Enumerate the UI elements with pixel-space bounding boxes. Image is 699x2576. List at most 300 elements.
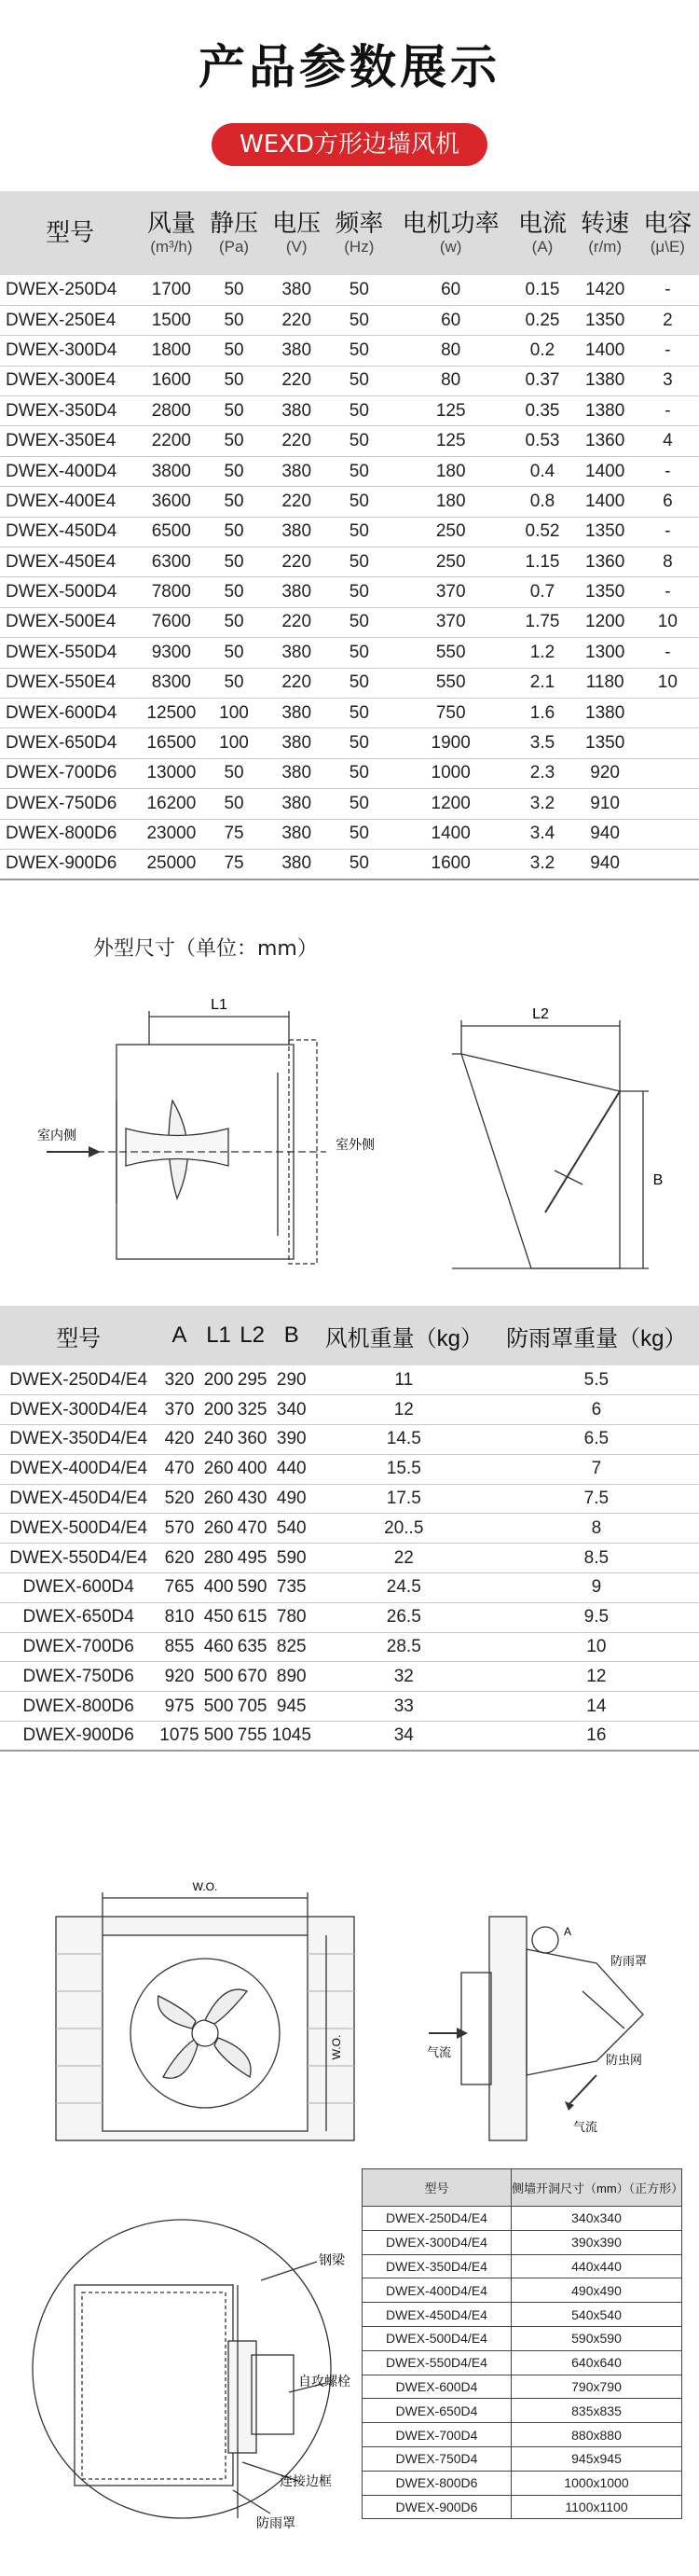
table-cell: 380 (281, 400, 312, 421)
table-cell: 9300 (151, 642, 191, 662)
table-cell: - (665, 279, 671, 299)
table-cell: - (665, 339, 671, 360)
table-cell: 1.75 (525, 612, 560, 632)
table-cell: 325 (237, 1399, 267, 1420)
table-cell: 9 (591, 1577, 602, 1598)
table-cell: 8 (663, 551, 673, 572)
model-cell: DWEX-700D6 (22, 1637, 134, 1657)
table-cell: 945 (276, 1696, 307, 1716)
series-badge: WEXD方形边墙风机 (212, 123, 487, 166)
table-cell: 640x640 (512, 2350, 682, 2375)
table-cell: 5.5 (583, 1369, 610, 1390)
side-wall (489, 1917, 527, 2140)
table-row (0, 336, 699, 366)
model-cell: DWEX-250D4/E4 (9, 1369, 148, 1390)
table-cell: 520 (164, 1489, 195, 1509)
table-cell: 380 (281, 824, 312, 844)
spec-table-body (0, 275, 699, 879)
table-cell: 1400 (585, 339, 625, 360)
table-cell: 50 (349, 370, 369, 391)
table-cell: 295 (237, 1369, 267, 1390)
column-header-unit: (μ\E) (650, 238, 685, 256)
table-cell: 380 (281, 733, 312, 754)
table-cell: 450 (203, 1607, 234, 1627)
table-cell: 790x790 (512, 2375, 682, 2399)
table-cell: 75 (224, 853, 244, 874)
table-cell: 495 (237, 1547, 267, 1568)
model-cell: DWEX-250D4/E4 (363, 2207, 512, 2231)
table-cell: 50 (224, 431, 244, 451)
table-cell: 50 (349, 339, 369, 360)
table-row (0, 789, 699, 819)
table-cell: 320 (164, 1369, 195, 1390)
table-cell: 1360 (585, 551, 625, 572)
model-cell: DWEX-450D4 (6, 521, 117, 542)
model-cell: DWEX-450E4 (6, 551, 116, 572)
column-header-unit: (r/m) (588, 238, 623, 256)
table-cell: 50 (349, 672, 369, 693)
table-row (0, 1544, 699, 1573)
table-row (0, 819, 699, 849)
table-cell: - (665, 582, 671, 602)
table-cell: 50 (349, 582, 369, 602)
table-cell: 3800 (151, 461, 191, 481)
table-cell: 590 (237, 1577, 267, 1598)
column-header-label: 电压 (272, 209, 322, 238)
table-cell: 1350 (585, 521, 625, 542)
table-cell: 1900 (431, 733, 471, 754)
column-header-unit: (V) (285, 238, 308, 256)
model-cell: DWEX-650D4 (22, 1607, 134, 1627)
table-row (363, 2254, 682, 2278)
column-header: 防雨罩重量（kg） (506, 1325, 687, 1351)
table-row (363, 2303, 682, 2327)
table-row (0, 698, 699, 727)
steel-beam-label: 钢梁 (319, 2252, 345, 2267)
table-cell: 16500 (146, 733, 197, 754)
table-cell: 6 (591, 1399, 602, 1420)
column-header (511, 191, 573, 275)
table-cell: 3600 (151, 491, 191, 511)
column-header (140, 191, 202, 275)
table-cell: 1.15 (525, 551, 560, 572)
table-cell: 80 (441, 339, 461, 360)
connecting-frame-label: 连接边框 (280, 2473, 332, 2488)
table-cell: 500 (203, 1666, 234, 1686)
table-cell: 50 (349, 551, 369, 572)
table-row (0, 426, 699, 456)
tapping-bolt-label: 自攻螺栓 (298, 2374, 350, 2389)
table-cell: 370 (435, 582, 466, 602)
table-cell: 13000 (146, 763, 197, 783)
model-cell: DWEX-300D4/E4 (363, 2230, 512, 2254)
table-cell: 50 (349, 400, 369, 421)
table-cell: 3 (663, 370, 673, 391)
table-cell: - (665, 400, 671, 421)
column-header: 风机重量（kg） (324, 1325, 483, 1351)
table-cell: 10 (657, 612, 678, 632)
table-cell: 50 (224, 672, 244, 693)
table-cell: 765 (164, 1577, 195, 1598)
l1-label: L1 (211, 997, 227, 1013)
table-cell: 50 (224, 400, 244, 421)
table-row (0, 728, 699, 758)
model-cell: DWEX-700D6 (6, 763, 117, 783)
column-header: L2 (240, 1323, 265, 1348)
table-cell: 50 (349, 491, 369, 511)
table-cell: 50 (224, 793, 244, 813)
column-header: 侧墙开洞尺寸（mm）（正方形） (512, 2169, 682, 2207)
model-cell: DWEX-900D6 (363, 2495, 512, 2519)
table-cell: 50 (224, 370, 244, 391)
table-row (0, 487, 699, 517)
model-cell: DWEX-750D4 (363, 2446, 512, 2471)
model-cell: DWEX-350D4/E4 (363, 2254, 512, 2278)
indoor-label: 室内侧 (37, 1128, 76, 1143)
model-cell: DWEX-600D4 (6, 702, 117, 723)
table-cell: 50 (349, 279, 369, 299)
model-cell: DWEX-300D4/E4 (9, 1399, 148, 1420)
table-cell: - (665, 642, 671, 662)
model-cell: DWEX-650D4 (6, 733, 117, 754)
spec-table-header (0, 191, 699, 275)
table-row (0, 1425, 699, 1455)
table-cell: 1350 (585, 310, 625, 330)
model-cell: DWEX-350D4/E4 (9, 1429, 148, 1449)
table-cell: 50 (349, 824, 369, 844)
table-cell: 2800 (151, 400, 191, 421)
column-header: A (171, 1323, 187, 1348)
table-cell: 440 (276, 1459, 307, 1479)
column-header (0, 191, 140, 275)
table-row (363, 2375, 682, 2399)
table-cell: 1700 (151, 279, 191, 299)
table-cell: 1500 (151, 310, 191, 330)
table-row (0, 1573, 699, 1603)
table-cell: 1400 (585, 491, 625, 511)
column-header-label: 风量 (146, 209, 196, 238)
table-cell: 11 (394, 1369, 414, 1390)
wo-top-label: W.O. (192, 1880, 218, 1893)
table-cell: 0.8 (529, 491, 555, 511)
table-cell: 32 (393, 1666, 414, 1686)
table-cell: 100 (219, 702, 249, 723)
bracket (252, 2355, 294, 2434)
model-cell: DWEX-400D4/E4 (9, 1459, 148, 1479)
table-row (363, 2207, 682, 2231)
wo-side-label: W.O. (330, 2034, 343, 2060)
table-cell: 250 (435, 551, 466, 572)
table-cell: 10 (586, 1637, 607, 1657)
column-header: 型号 (363, 2169, 512, 2207)
table-cell: 1075 (159, 1725, 199, 1746)
table-cell: 3.2 (529, 793, 555, 813)
opening-table-body (363, 2207, 682, 2519)
table-cell: 180 (435, 461, 466, 481)
table-row (363, 2446, 682, 2471)
model-cell: DWEX-800D6 (22, 1696, 134, 1716)
model-cell: DWEX-550D4/E4 (9, 1547, 148, 1568)
table-row (0, 1484, 699, 1514)
table-cell: 1420 (585, 279, 625, 299)
model-cell: DWEX-450D4/E4 (9, 1489, 148, 1509)
table-row (363, 2399, 682, 2423)
model-cell: DWEX-750D6 (22, 1666, 134, 1686)
table-cell: 12 (586, 1666, 607, 1686)
table-row (0, 1692, 699, 1722)
table-cell: 16 (586, 1725, 607, 1746)
table-cell: 24.5 (386, 1577, 421, 1598)
table-cell: 220 (281, 491, 312, 511)
table-cell: 825 (276, 1637, 307, 1657)
column-header (637, 191, 699, 275)
table-cell: 940 (590, 824, 620, 844)
table-cell: 380 (281, 279, 312, 299)
table-row (363, 2350, 682, 2375)
table-cell: 380 (281, 521, 312, 542)
model-cell: DWEX-500D4 (6, 582, 117, 602)
table-cell: 50 (224, 551, 244, 572)
column-header-label: 转速 (581, 209, 630, 238)
column-header-unit: (Hz) (344, 238, 375, 256)
table-cell: 2200 (151, 431, 191, 451)
table-cell: 2 (663, 310, 673, 330)
table-cell: 540x540 (512, 2303, 682, 2327)
table-cell: 780 (276, 1607, 307, 1627)
table-cell: 200 (203, 1369, 234, 1390)
model-cell: DWEX-600D4 (22, 1577, 134, 1598)
table-cell: 1200 (585, 612, 625, 632)
model-cell: DWEX-800D6 (363, 2471, 512, 2495)
opening-outline (103, 1935, 308, 2131)
table-cell: 50 (349, 431, 369, 451)
model-cell: DWEX-300D4 (6, 339, 117, 360)
table-cell: 180 (435, 491, 466, 511)
table-cell: 50 (349, 521, 369, 542)
table-cell: 50 (224, 612, 244, 632)
table-row (0, 638, 699, 668)
model-cell: DWEX-650D4 (363, 2399, 512, 2423)
table-cell: 570 (164, 1517, 195, 1538)
table-row (0, 547, 699, 577)
model-cell: DWEX-250E4 (6, 310, 116, 330)
dimension-table (0, 1306, 699, 1752)
dimensions-label: 外型尺寸（单位：mm） (93, 937, 318, 961)
table-row (363, 2423, 682, 2447)
table-cell: 50 (349, 733, 369, 754)
model-cell: DWEX-800D6 (6, 824, 117, 844)
model-cell: DWEX-400D4 (6, 461, 117, 481)
table-cell (637, 849, 699, 879)
table-cell: 620 (164, 1547, 195, 1568)
table-cell: 380 (281, 642, 312, 662)
table-cell: 6.5 (583, 1429, 610, 1449)
table-cell: 1200 (431, 793, 471, 813)
column-header (328, 191, 391, 275)
table-cell: 220 (281, 370, 312, 391)
table-cell: 340 (276, 1399, 307, 1420)
table-cell: 1380 (585, 370, 625, 391)
model-cell: DWEX-550D4 (6, 642, 117, 662)
table-cell: 1350 (585, 582, 625, 602)
table-cell: 910 (590, 793, 620, 813)
table-row (0, 1632, 699, 1662)
table-cell: 4 (663, 431, 673, 451)
model-cell: DWEX-900D6 (6, 853, 117, 874)
table-cell: 1800 (151, 339, 191, 360)
table-cell: 6300 (151, 551, 191, 572)
table-cell: 50 (224, 461, 244, 481)
table-cell: 1180 (585, 672, 624, 693)
table-cell: 1.2 (529, 642, 555, 662)
table-row (0, 758, 699, 788)
table-cell: 0.35 (525, 400, 560, 421)
airflow-out-label: 气流 (573, 2120, 598, 2134)
column-header-label: 电机功率 (402, 209, 500, 238)
table-cell: 50 (349, 642, 369, 662)
rain-cover-detail-label: 防雨罩 (256, 2515, 295, 2530)
table-row (0, 517, 699, 547)
rain-cover-label: 防雨罩 (610, 1954, 648, 1968)
table-cell (637, 789, 699, 819)
table-cell: 25000 (146, 853, 197, 874)
column-header-unit: (A) (531, 238, 554, 256)
panel-outline (75, 2285, 233, 2486)
opening-table-header (363, 2169, 682, 2207)
table-cell: 550 (435, 642, 466, 662)
table-cell: 7.5 (583, 1489, 610, 1509)
b-label: B (652, 1172, 664, 1188)
table-cell: 890 (276, 1666, 307, 1686)
model-cell: DWEX-500E4 (6, 612, 116, 632)
insect-net-label: 防虫网 (606, 2053, 643, 2067)
table-cell: 280 (203, 1547, 234, 1568)
table-cell: 50 (349, 793, 369, 813)
table-cell: 1380 (585, 702, 625, 723)
table-row (0, 396, 699, 426)
outdoor-label: 室外侧 (336, 1137, 375, 1152)
table-row (0, 668, 699, 698)
table-cell: 260 (203, 1459, 234, 1479)
column-header-label: 频率 (335, 209, 384, 238)
table-cell: 20..5 (384, 1517, 424, 1538)
table-cell: 380 (281, 461, 312, 481)
table-cell: 975 (164, 1696, 195, 1716)
table-cell: - (665, 461, 671, 481)
table-cell: 635 (237, 1637, 267, 1657)
table-cell: 240 (203, 1429, 234, 1449)
rain-cover-outline (461, 1054, 620, 1268)
table-cell: 370 (164, 1399, 195, 1420)
installation-front-diagram (37, 1861, 680, 2159)
table-cell: 380 (281, 582, 312, 602)
table-cell: 1400 (431, 824, 471, 844)
model-cell: DWEX-550E4 (6, 672, 116, 693)
table-cell: 615 (237, 1607, 267, 1627)
table-cell: 0.4 (529, 461, 555, 481)
table-row (363, 2278, 682, 2303)
table-cell: 500 (203, 1696, 234, 1716)
table-cell: 0.15 (525, 279, 560, 299)
table-cell: 920 (164, 1666, 195, 1686)
table-cell: 920 (590, 763, 620, 783)
table-cell: 380 (281, 793, 312, 813)
table-row (0, 1602, 699, 1632)
table-cell: 940 (590, 853, 620, 874)
table-cell: 880x880 (512, 2423, 682, 2447)
table-cell: 1.6 (529, 702, 555, 723)
table-cell: 550 (435, 672, 466, 693)
table-cell: 80 (441, 370, 461, 391)
table-cell: 7 (591, 1459, 602, 1479)
table-cell: 1600 (151, 370, 191, 391)
table-cell: 17.5 (386, 1489, 421, 1509)
table-cell: 390x390 (512, 2230, 682, 2254)
table-cell: 33 (393, 1696, 414, 1716)
column-header-unit: (m³/h) (150, 238, 193, 256)
table-cell: 50 (224, 642, 244, 662)
table-cell: 12 (393, 1399, 414, 1420)
table-cell: 100 (219, 733, 249, 754)
table-cell: 12500 (146, 702, 197, 723)
table-cell: 0.52 (525, 521, 560, 542)
table-cell: 500 (203, 1725, 234, 1746)
airflow-in-label: 气流 (427, 2045, 452, 2059)
table-cell: 0.37 (525, 370, 560, 391)
table-row (0, 1514, 699, 1544)
table-cell (637, 758, 699, 788)
dimension-table-header (0, 1306, 699, 1365)
table-cell: 490x490 (512, 2278, 682, 2303)
table-cell: 9.5 (583, 1607, 610, 1627)
table-cell: 16200 (146, 793, 197, 813)
model-cell: DWEX-750D6 (6, 793, 117, 813)
table-cell: 380 (281, 339, 312, 360)
table-cell: 50 (224, 310, 244, 330)
table-cell: 810 (164, 1607, 195, 1627)
model-cell: DWEX-900D6 (22, 1725, 134, 1746)
column-header-unit: (Pa) (218, 238, 250, 256)
table-cell: 1600 (431, 853, 471, 874)
table-cell (637, 819, 699, 849)
table-cell: 0.7 (529, 582, 555, 602)
dimension-table-body (0, 1365, 699, 1751)
model-cell: DWEX-700D4 (363, 2423, 512, 2447)
installation-detail-diagram (19, 2173, 391, 2546)
table-cell: 2.1 (529, 672, 555, 693)
table-cell: 6500 (151, 521, 191, 542)
table-cell: 1380 (585, 400, 625, 421)
table-cell: 14.5 (386, 1429, 421, 1449)
table-cell (637, 698, 699, 727)
table-cell: 50 (349, 461, 369, 481)
model-cell: DWEX-400E4 (6, 491, 116, 511)
table-cell: 50 (224, 339, 244, 360)
table-cell: 220 (281, 612, 312, 632)
table-cell: 50 (224, 582, 244, 602)
model-cell: DWEX-250D4 (6, 279, 117, 299)
table-row (0, 305, 699, 335)
column-header (574, 191, 637, 275)
table-cell: 28.5 (386, 1637, 421, 1657)
column-header-label: 静压 (210, 209, 259, 238)
table-cell: 400 (237, 1459, 267, 1479)
table-cell: 1100x1100 (512, 2495, 682, 2519)
table-cell: 6 (663, 491, 673, 511)
table-cell: 835x835 (512, 2399, 682, 2423)
table-cell: - (665, 521, 671, 542)
table-cell: 1360 (585, 431, 625, 451)
